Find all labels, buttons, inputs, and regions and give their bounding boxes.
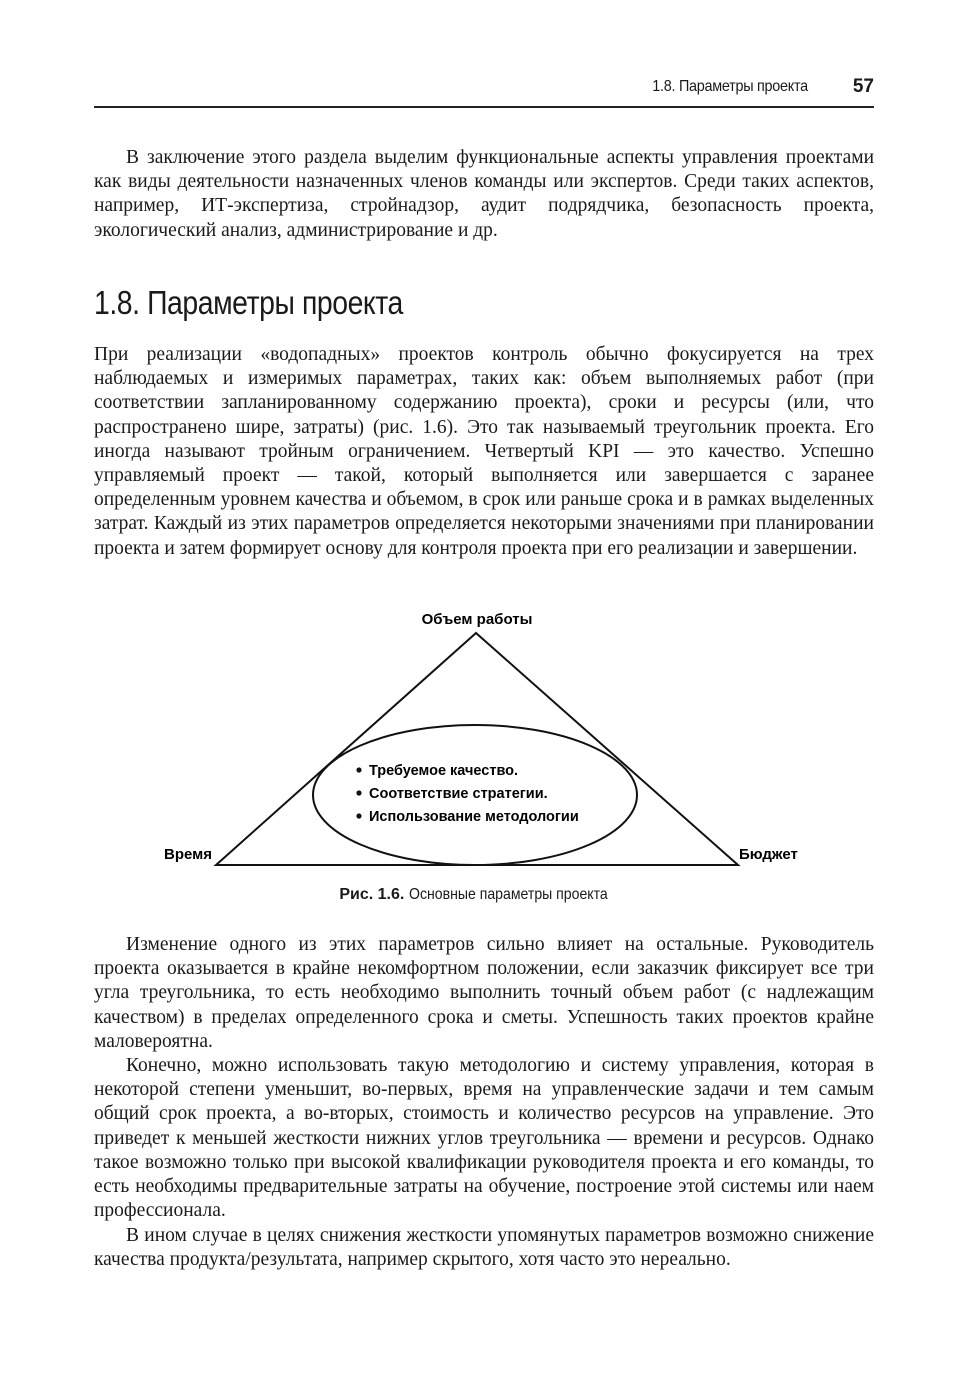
body-paragraph-2: Конечно, можно использовать такую методологию и систему управления, которая в некоторой степени уменьшит, во-первых, время на управленческие задачи и тем самым общий срок проекта, а во-вторых, стоимость и количество ресурсов на управление. Это приведет к меньшей жесткости нижних углов треугольника — времени и ресурсов. Однако такое возможно только при высокой квалификации руководителя проекта и его команды, то есть необходимы предварительные затраты на обучение, построение этой системы или наем профессионала. xyxy=(94,1055,874,1222)
running-title: 1.8. Параметры проекта xyxy=(652,78,808,95)
section-title: 1.8. Параметры проекта xyxy=(94,284,403,321)
label-time: Время xyxy=(164,846,212,863)
body-paragraph-3: В ином случае в целях снижения жесткости упомянутых параметров возможно снижение качества продукта/результата, например скрытого, хотя часто это нереально. xyxy=(94,1225,874,1271)
caption-text: Основные параметры проекта xyxy=(408,886,608,903)
caption-label: Рис. 1.6. xyxy=(339,886,405,903)
bullet-strategy: Соответствие стратегии. xyxy=(369,786,548,802)
bullet-dot xyxy=(356,767,361,772)
label-scope: Объем работы xyxy=(421,611,533,628)
figure-caption xyxy=(0,886,974,904)
intro-paragraph: В заключение этого раздела выделим функциональные аспекты управления проектами как виды деятельности назначенных членов команды или экспертов. Среди таких аспектов, например, ИТ-экспертиза, стройнадзор, аудит подрядчика, безопасность проекта, экологический анализ, администрирование и др. xyxy=(94,147,874,241)
bullet-dot xyxy=(356,790,361,795)
project-triangle-figure xyxy=(150,600,830,880)
body-paragraph-1: Изменение одного из этих параметров сильно влияет на остальные. Руководитель проекта оказывается в крайне некомфортном положении, если заказчик фиксирует все три угла треугольника, то есть необходимо выполнить точный объем работ (с надлежащим качеством) в пределах определенного срока и сметы. Успешность таких проектов крайне маловероятна. xyxy=(94,934,874,1052)
bullet-methodology: Использование методологии xyxy=(369,809,579,825)
label-budget: Бюджет xyxy=(739,846,798,863)
bullet-dot xyxy=(356,813,361,818)
triangle-shape xyxy=(216,633,738,865)
section-paragraph-1: При реализации «водопадных» проектов контроль обычно фокусируется на трех наблюдаемых и измеримых параметрах, таких как: объем выполняемых работ (при соответствии запланированному содержанию проекта), сроки и ресурсы (или, что распространено шире, затраты) (рис. 1.6). Это так называемый треугольник проекта. Его иногда называют тройным ограничением. Четвертый KPI — это качество. Успешно управляемый проект — такой, который выполняется или завершается с заранее определенным уровнем качества и объемом, в срок или раньше срока и в рамках выделенных затрат. Каждый из этих параметров определяется некоторыми значениями при планировании проекта и затем формирует основу для контроля проекта при его реализации и завершении. xyxy=(94,344,874,559)
page-number: 57 xyxy=(852,76,874,97)
bullet-quality: Требуемое качество. xyxy=(369,763,519,779)
running-header xyxy=(94,74,874,108)
